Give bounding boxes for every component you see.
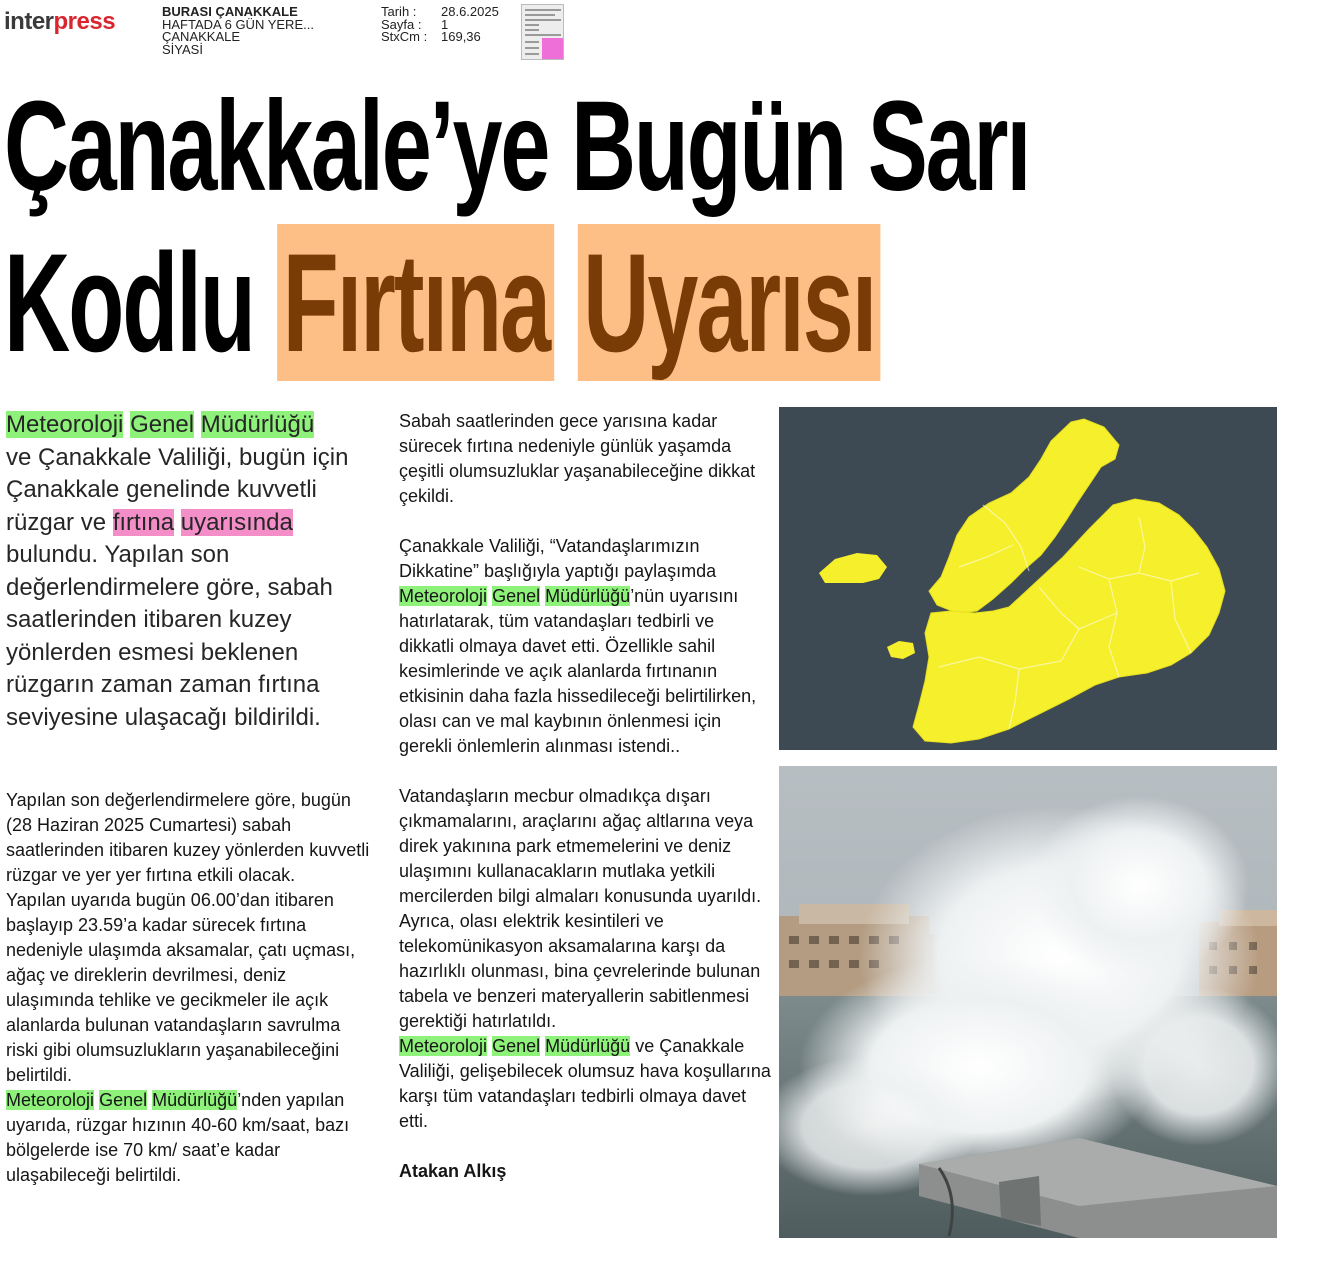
col2-paragraph-3: Vatandaşların mecbur olmadıkça dışarı çıkmamalarını, araçlarını ağaç altlarına veya direk yakınına park etmemelerini ve deniz ulaşımını kullanacakların mutlaka yetkili mercilerden bilgi almaları konusunda uyarıldı. — [399, 786, 762, 906]
col1-paragraph-3 — [6, 1088, 371, 1188]
page-label: Sayfa : — [381, 16, 422, 32]
col2-paragraph-2: Çanakkale Valiliği, “Vatandaşlarımızın Dikkatine” başlığıyla yaptığı paylaşımda Meteoroloji Genel Müdürlüğü’nün uyarısını hatırlatarak, tüm vatandaşları tedbirli ve dikkatli olmaya davet etti. Özellikle sahil kesimlerinde ve açık alanlarda fırtınanın etkisinin daha fazla hissedileceği belirtilirken, olası can ve mal kaybının önlenmesi için gerekli önlemlerin alınması istendi.. — [399, 536, 757, 756]
keyword-meteoroloji: Meteoroloji — [399, 1036, 488, 1056]
keyword-genel: Genel — [130, 411, 195, 438]
canakkale-warning-map — [779, 407, 1277, 750]
headline-highlight-uyarisi: Uyarısı — [578, 224, 881, 381]
publication-category: SİYASİ — [162, 41, 203, 57]
keyword-mudurlugu: Müdürlüğü — [152, 1090, 238, 1110]
interpress-logo: interpress — [4, 8, 116, 35]
col2-paragraph-1: Sabah saatlerinden gece yarısına kadar sürecek fırtına nedeniyle günlük yaşamda çeşitli olumsuzluklar yaşanabileceğine dikkat çekildi. — [399, 411, 756, 506]
lead-paragraph — [6, 409, 356, 734]
keyword-meteoroloji: Meteoroloji — [6, 411, 124, 438]
article-location-marker — [542, 38, 563, 59]
col1-paragraph-1: Yapılan son değerlendirmelere göre, bugün (28 Haziran 2025 Cumartesi) sabah saatlerinden itibaren kuzey yönlerden kuvvetli rüzgar ve yer yer fırtına etkili olacak. — [6, 790, 370, 885]
col2-paragraph-5: Meteoroloji Genel Müdürlüğü ve Çanakkale Valiliği, gelişebilecek olumsuz hava koşullarına karşı tüm vatandaşları tedbirli olmaya davet etti. — [399, 1036, 771, 1131]
publication-info — [162, 6, 362, 56]
lead-text-a: ve Çanakkale Valiliği, bugün için Çanakkale genelinde kuvvetli rüzgar ve — [6, 443, 349, 536]
keyword-uyarisinda: uyarısında — [180, 508, 293, 536]
article-column-1 — [6, 788, 371, 1188]
publication-city: ÇANAKKALE — [162, 29, 241, 44]
map-graphic — [779, 407, 1277, 750]
page-value: 1 — [441, 16, 449, 32]
author-byline: Atakan Alkış — [399, 1161, 507, 1181]
keyword-mudurlugu: Müdürlüğü — [545, 1036, 631, 1056]
photo-graphic — [779, 766, 1277, 1238]
article-column-2 — [399, 409, 771, 1184]
date-value: 28.6.2025 — [441, 4, 499, 19]
keyword-meteoroloji: Meteoroloji — [6, 1090, 95, 1110]
headline-line-2 — [4, 224, 880, 381]
storm-waves-photo — [779, 766, 1277, 1238]
lead-text-b: bulundu. Yapılan son değerlendirmelere göre, sabah saatlerinden itibaren kuzey yönlerden esmesi beklenen rüzgarın zaman zaman fırtına seviyesine ulaşacağı bildirildi. — [6, 541, 333, 731]
date-label: Tarih : — [381, 4, 417, 19]
headline-line-1: Çanakkale’ye Bugün Sarı — [4, 75, 1030, 218]
keyword-mudurlugu: Müdürlüğü — [545, 586, 631, 606]
keyword-meteoroloji: Meteoroloji — [399, 586, 488, 606]
keyword-genel: Genel — [492, 1036, 541, 1056]
publication-frequency: HAFTADA 6 GÜN YERE... — [162, 16, 314, 32]
headline-word-kodlu: Kodlu — [4, 224, 254, 381]
headline-highlight-firtina: Fırtına — [277, 224, 554, 381]
keyword-firtina: fırtına — [112, 508, 175, 536]
keyword-mudurlugu: Müdürlüğü — [200, 411, 315, 438]
stxcm-value: 169,36 — [441, 29, 481, 44]
publication-name: BURASI ÇANAKKALE — [162, 4, 298, 19]
keyword-genel: Genel — [99, 1090, 148, 1110]
col2-paragraph-4: Ayrıca, olası elektrik kesintileri ve telekomünikasyon aksamalarına karşı da hazırlıklı olunması, bina çevrelerinde bulunan tabela ve benzeri materyallerin sabitlenmesi gerektiği hatırlatıldı. — [399, 911, 761, 1031]
page-thumbnail[interactable] — [521, 4, 564, 60]
col1-paragraph-3-text: ’nden yapılan uyarıda, rüzgar hızının 40-60 km/saat, bazı bölgelerde ise 70 km/ saat’e kadar ulaşabileceği belirtildi. — [6, 1090, 350, 1185]
keyword-genel: Genel — [492, 586, 541, 606]
stxcm-label: StxCm : — [381, 29, 428, 44]
clip-meta — [381, 6, 499, 44]
col1-paragraph-2: Yapılan uyarıda bugün 06.00’dan itibaren başlayıp 23.59’a kadar sürecek fırtına nedeniyle ulaşımda aksamalar, çatı uçması, ağaç ve direklerin devrilmesi, deniz ulaşımında tehlike ve gecikmeler ile açık alanlarda bulunan vatandaşların savrulma riski gibi olumsuzlukların yaşanabileceğini belirtildi. — [6, 890, 356, 1085]
